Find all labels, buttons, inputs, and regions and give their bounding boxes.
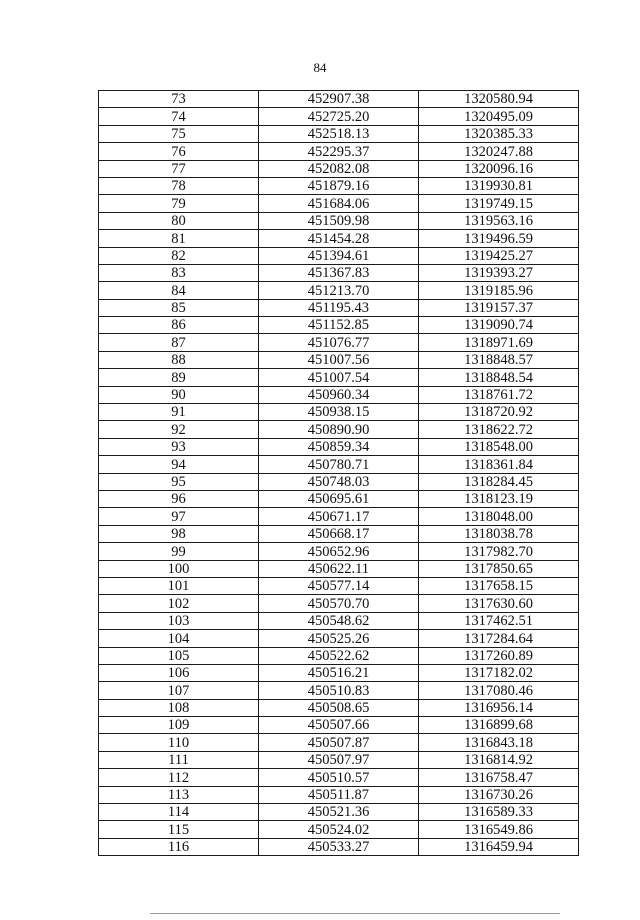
x-coordinate-cell: 452518.13 xyxy=(259,125,419,142)
point-number-cell: 81 xyxy=(99,230,259,247)
table-row xyxy=(99,386,579,403)
y-coordinate-cell: 1319563.16 xyxy=(419,212,579,229)
y-coordinate-cell: 1316956.14 xyxy=(419,699,579,716)
y-coordinate-cell: 1317462.51 xyxy=(419,612,579,629)
table-row xyxy=(99,404,579,421)
y-coordinate-cell: 1317284.64 xyxy=(419,630,579,647)
y-coordinate-cell: 1316899.68 xyxy=(419,717,579,734)
table-row xyxy=(99,751,579,768)
table-row xyxy=(99,543,579,560)
x-coordinate-cell: 450507.66 xyxy=(259,717,419,734)
point-number-cell: 93 xyxy=(99,438,259,455)
table-row xyxy=(99,699,579,716)
x-coordinate-cell: 450533.27 xyxy=(259,838,419,855)
y-coordinate-cell: 1318720.92 xyxy=(419,404,579,421)
table-row xyxy=(99,682,579,699)
x-coordinate-cell: 450780.71 xyxy=(259,456,419,473)
y-coordinate-cell: 1317182.02 xyxy=(419,664,579,681)
point-number-cell: 108 xyxy=(99,699,259,716)
y-coordinate-cell: 1316459.94 xyxy=(419,838,579,855)
point-number-cell: 114 xyxy=(99,804,259,821)
x-coordinate-cell: 451684.06 xyxy=(259,195,419,212)
point-number-cell: 100 xyxy=(99,560,259,577)
x-coordinate-cell: 450507.87 xyxy=(259,734,419,751)
y-coordinate-cell: 1319393.27 xyxy=(419,264,579,281)
point-number-cell: 77 xyxy=(99,160,259,177)
point-number-cell: 74 xyxy=(99,108,259,125)
y-coordinate-cell: 1317630.60 xyxy=(419,595,579,612)
point-number-cell: 92 xyxy=(99,421,259,438)
point-number-cell: 73 xyxy=(99,91,259,108)
y-coordinate-cell: 1316589.33 xyxy=(419,804,579,821)
point-number-cell: 95 xyxy=(99,473,259,490)
table-row xyxy=(99,91,579,108)
x-coordinate-cell: 450695.61 xyxy=(259,490,419,507)
table-row xyxy=(99,734,579,751)
x-coordinate-cell: 450960.34 xyxy=(259,386,419,403)
x-coordinate-cell: 450510.83 xyxy=(259,682,419,699)
x-coordinate-cell: 451394.61 xyxy=(259,247,419,264)
table-row xyxy=(99,786,579,803)
x-coordinate-cell: 451007.54 xyxy=(259,369,419,386)
point-number-cell: 113 xyxy=(99,786,259,803)
point-number-cell: 109 xyxy=(99,717,259,734)
point-number-cell: 79 xyxy=(99,195,259,212)
table-row xyxy=(99,647,579,664)
point-number-cell: 80 xyxy=(99,212,259,229)
x-coordinate-cell: 450511.87 xyxy=(259,786,419,803)
x-coordinate-cell: 451367.83 xyxy=(259,264,419,281)
x-coordinate-cell: 451152.85 xyxy=(259,317,419,334)
x-coordinate-cell: 450521.36 xyxy=(259,804,419,821)
table-row xyxy=(99,230,579,247)
point-number-cell: 97 xyxy=(99,508,259,525)
y-coordinate-cell: 1318761.72 xyxy=(419,386,579,403)
y-coordinate-cell: 1317658.15 xyxy=(419,577,579,594)
table-row xyxy=(99,108,579,125)
point-number-cell: 82 xyxy=(99,247,259,264)
x-coordinate-cell: 450570.70 xyxy=(259,595,419,612)
table-row xyxy=(99,160,579,177)
table-row xyxy=(99,195,579,212)
y-coordinate-cell: 1320096.16 xyxy=(419,160,579,177)
y-coordinate-cell: 1318048.00 xyxy=(419,508,579,525)
point-number-cell: 106 xyxy=(99,664,259,681)
y-coordinate-cell: 1317260.89 xyxy=(419,647,579,664)
point-number-cell: 86 xyxy=(99,317,259,334)
table-row xyxy=(99,247,579,264)
y-coordinate-cell: 1317850.65 xyxy=(419,560,579,577)
x-coordinate-cell: 450508.65 xyxy=(259,699,419,716)
y-coordinate-cell: 1317080.46 xyxy=(419,682,579,699)
table-row xyxy=(99,421,579,438)
page-number: 84 xyxy=(313,60,327,75)
y-coordinate-cell: 1319090.74 xyxy=(419,317,579,334)
table-row xyxy=(99,508,579,525)
point-number-cell: 105 xyxy=(99,647,259,664)
y-coordinate-cell: 1316843.18 xyxy=(419,734,579,751)
table-row xyxy=(99,334,579,351)
x-coordinate-cell: 450859.34 xyxy=(259,438,419,455)
table-row xyxy=(99,282,579,299)
point-number-cell: 99 xyxy=(99,543,259,560)
point-number-cell: 107 xyxy=(99,682,259,699)
point-number-cell: 110 xyxy=(99,734,259,751)
x-coordinate-cell: 450748.03 xyxy=(259,473,419,490)
x-coordinate-cell: 450525.26 xyxy=(259,630,419,647)
table-row xyxy=(99,177,579,194)
table-row xyxy=(99,525,579,542)
y-coordinate-cell: 1319425.27 xyxy=(419,247,579,264)
coordinates-table-body xyxy=(99,91,579,856)
y-coordinate-cell: 1316814.92 xyxy=(419,751,579,768)
y-coordinate-cell: 1320580.94 xyxy=(419,91,579,108)
point-number-cell: 101 xyxy=(99,577,259,594)
point-number-cell: 89 xyxy=(99,369,259,386)
y-coordinate-cell: 1319157.37 xyxy=(419,299,579,316)
x-coordinate-cell: 451879.16 xyxy=(259,177,419,194)
table-row xyxy=(99,577,579,594)
point-number-cell: 84 xyxy=(99,282,259,299)
x-coordinate-cell: 451076.77 xyxy=(259,334,419,351)
x-coordinate-cell: 450522.62 xyxy=(259,647,419,664)
table-row xyxy=(99,560,579,577)
x-coordinate-cell: 450652.96 xyxy=(259,543,419,560)
table-row xyxy=(99,369,579,386)
x-coordinate-cell: 450671.17 xyxy=(259,508,419,525)
x-coordinate-cell: 452725.20 xyxy=(259,108,419,125)
point-number-cell: 91 xyxy=(99,404,259,421)
y-coordinate-cell: 1318971.69 xyxy=(419,334,579,351)
x-coordinate-cell: 451509.98 xyxy=(259,212,419,229)
x-coordinate-cell: 450890.90 xyxy=(259,421,419,438)
x-coordinate-cell: 452082.08 xyxy=(259,160,419,177)
y-coordinate-cell: 1320247.88 xyxy=(419,143,579,160)
point-number-cell: 102 xyxy=(99,595,259,612)
x-coordinate-cell: 452295.37 xyxy=(259,143,419,160)
y-coordinate-cell: 1319930.81 xyxy=(419,177,579,194)
y-coordinate-cell: 1316549.86 xyxy=(419,821,579,838)
point-number-cell: 112 xyxy=(99,769,259,786)
x-coordinate-cell: 450668.17 xyxy=(259,525,419,542)
y-coordinate-cell: 1317982.70 xyxy=(419,543,579,560)
y-coordinate-cell: 1318548.00 xyxy=(419,438,579,455)
y-coordinate-cell: 1319496.59 xyxy=(419,230,579,247)
x-coordinate-cell: 450938.15 xyxy=(259,404,419,421)
table-row xyxy=(99,351,579,368)
page-bottom-edge xyxy=(150,913,560,914)
point-number-cell: 104 xyxy=(99,630,259,647)
point-number-cell: 87 xyxy=(99,334,259,351)
x-coordinate-cell: 450548.62 xyxy=(259,612,419,629)
table-row xyxy=(99,838,579,855)
y-coordinate-cell: 1319749.15 xyxy=(419,195,579,212)
table-row xyxy=(99,630,579,647)
y-coordinate-cell: 1318038.78 xyxy=(419,525,579,542)
x-coordinate-cell: 450516.21 xyxy=(259,664,419,681)
x-coordinate-cell: 450622.11 xyxy=(259,560,419,577)
x-coordinate-cell: 450507.97 xyxy=(259,751,419,768)
x-coordinate-cell: 450524.02 xyxy=(259,821,419,838)
y-coordinate-cell: 1318622.72 xyxy=(419,421,579,438)
table-row xyxy=(99,717,579,734)
point-number-cell: 116 xyxy=(99,838,259,855)
point-number-cell: 85 xyxy=(99,299,259,316)
point-number-cell: 103 xyxy=(99,612,259,629)
y-coordinate-cell: 1316758.47 xyxy=(419,769,579,786)
point-number-cell: 98 xyxy=(99,525,259,542)
coordinates-table xyxy=(98,90,579,856)
x-coordinate-cell: 450510.57 xyxy=(259,769,419,786)
table-row xyxy=(99,473,579,490)
x-coordinate-cell: 451007.56 xyxy=(259,351,419,368)
table-row xyxy=(99,438,579,455)
table-row xyxy=(99,612,579,629)
table-row xyxy=(99,595,579,612)
point-number-cell: 78 xyxy=(99,177,259,194)
x-coordinate-cell: 451213.70 xyxy=(259,282,419,299)
x-coordinate-cell: 450577.14 xyxy=(259,577,419,594)
table-row xyxy=(99,769,579,786)
point-number-cell: 90 xyxy=(99,386,259,403)
table-row xyxy=(99,299,579,316)
point-number-cell: 111 xyxy=(99,751,259,768)
y-coordinate-cell: 1320495.09 xyxy=(419,108,579,125)
point-number-cell: 96 xyxy=(99,490,259,507)
y-coordinate-cell: 1319185.96 xyxy=(419,282,579,299)
x-coordinate-cell: 452907.38 xyxy=(259,91,419,108)
point-number-cell: 88 xyxy=(99,351,259,368)
y-coordinate-cell: 1318284.45 xyxy=(419,473,579,490)
y-coordinate-cell: 1318123.19 xyxy=(419,490,579,507)
x-coordinate-cell: 451195.43 xyxy=(259,299,419,316)
table-row xyxy=(99,264,579,281)
table-row xyxy=(99,143,579,160)
table-row xyxy=(99,490,579,507)
y-coordinate-cell: 1320385.33 xyxy=(419,125,579,142)
point-number-cell: 75 xyxy=(99,125,259,142)
table-row xyxy=(99,664,579,681)
table-row xyxy=(99,212,579,229)
y-coordinate-cell: 1318848.57 xyxy=(419,351,579,368)
table-row xyxy=(99,804,579,821)
point-number-cell: 83 xyxy=(99,264,259,281)
table-row xyxy=(99,821,579,838)
y-coordinate-cell: 1316730.26 xyxy=(419,786,579,803)
point-number-cell: 115 xyxy=(99,821,259,838)
point-number-cell: 76 xyxy=(99,143,259,160)
table-row xyxy=(99,317,579,334)
table-row xyxy=(99,125,579,142)
table-row xyxy=(99,456,579,473)
y-coordinate-cell: 1318361.84 xyxy=(419,456,579,473)
y-coordinate-cell: 1318848.54 xyxy=(419,369,579,386)
point-number-cell: 94 xyxy=(99,456,259,473)
x-coordinate-cell: 451454.28 xyxy=(259,230,419,247)
